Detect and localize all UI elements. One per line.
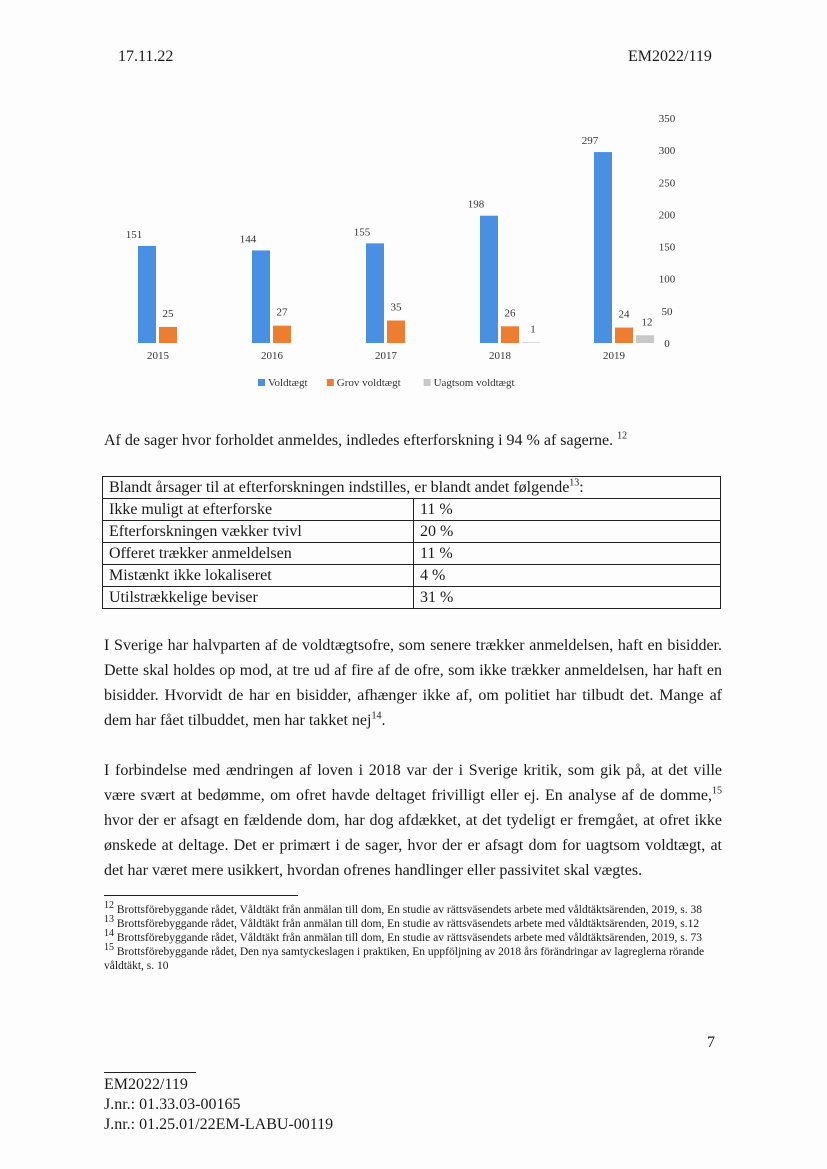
bar-uagtsom-voldtaegt <box>636 335 654 343</box>
percent-cell: 20 % <box>414 521 721 543</box>
y-tick-label: 300 <box>658 145 676 158</box>
bar-uagtsom-voldtaegt <box>522 342 540 343</box>
bar-voldtaegt <box>138 246 156 343</box>
legend-swatch <box>327 379 334 386</box>
y-tick-label: 200 <box>658 209 676 222</box>
data-label: 26 <box>504 307 516 320</box>
reasons-table <box>102 476 721 609</box>
data-label: 198 <box>467 198 485 211</box>
footnote-ref: 13 <box>569 477 580 489</box>
data-label: 25 <box>162 307 174 320</box>
reason-cell: Ikke muligt at efterforske <box>103 499 414 521</box>
data-label: 155 <box>353 226 371 239</box>
data-label: 151 <box>125 228 143 241</box>
percent-cell: 11 % <box>414 499 721 521</box>
footnote-text: Brottsförebyggande rådet, Våldtäkt från anmälan till dom, En studie av rättsväsendets arbete med våldtäktsärenden, 2019, s. 38 <box>114 904 703 916</box>
footnote-text: Brottsförebyggande rådet, Den nya samtyckeslagen i praktiken, En uppföljning av 2018 års förändringar av lagreglerna rörande våldtäkt, s. 10 <box>104 946 705 972</box>
data-label: 1 <box>530 323 536 336</box>
percent-cell: 31 % <box>414 587 721 609</box>
footer-separator <box>104 1072 196 1073</box>
table-header-cell <box>103 477 721 499</box>
reason-cell: Efterforskningen vækker tvivl <box>103 521 414 543</box>
paragraph-bisidder <box>104 633 722 733</box>
legend-label: Voldtægt <box>268 377 308 389</box>
table-row <box>103 499 721 521</box>
bar-grov-voldtaegt <box>273 326 291 343</box>
footnote-text: Brottsförebyggande rådet, Våldtäkt från anmälan till dom, En studie av rättsväsendets arbete med våldtäktsärenden, 2019, s.12 <box>114 918 700 930</box>
data-label: 24 <box>618 308 630 321</box>
data-label: 297 <box>581 135 599 148</box>
table-header-text: Blandt årsager til at efterforskningen indstilles, er blandt andet følgende <box>109 479 570 496</box>
bar-grov-voldtaegt <box>501 326 519 343</box>
footer-refs <box>104 1075 333 1135</box>
data-label: 12 <box>641 316 653 329</box>
header-ref: EM2022/119 <box>628 48 712 65</box>
data-label: 35 <box>390 301 402 314</box>
reason-cell: Mistænkt ikke lokaliseret <box>103 565 414 587</box>
bar-voldtaegt <box>594 152 612 343</box>
footnote-separator <box>104 895 298 896</box>
bar-grov-voldtaegt <box>387 321 405 344</box>
reason-cell: Utilstrækkelige beviser <box>103 587 414 609</box>
table-row <box>103 543 721 565</box>
y-tick-label: 350 <box>658 113 676 125</box>
footnotes <box>104 900 724 973</box>
reason-cell: Offeret trækker anmeldelsen <box>103 543 414 565</box>
footnote-ref: 15 <box>712 785 722 797</box>
x-tick-label: 2019 <box>603 350 625 362</box>
footnote-number: 13 <box>104 914 114 926</box>
y-tick-label: 250 <box>658 177 676 190</box>
footnote-ref: 14 <box>371 710 382 722</box>
table-header-suffix: : <box>579 479 584 496</box>
table-header-row <box>103 477 721 499</box>
paragraph-efterforskning <box>104 428 722 453</box>
bar-chart <box>90 100 710 400</box>
page-number: 7 <box>707 1034 715 1051</box>
paragraph-text: I Sverige har halvparten af de voldtægtsofre, som senere trækker anmeldelsen, haft en bisidder. Dette skal holdes op mod, at tre ud af fire af de ofre, som ikke trækker anmeldelsen, har haft en bisidder. Hvorvidt de har en bisidder, afhænger ikke af, om politiet har tilbudt det. Mange af dem har fået tilbuddet, men har takket nej <box>104 637 722 729</box>
legend-swatch <box>424 379 431 386</box>
x-tick-label: 2017 <box>375 350 397 362</box>
paragraph-text: hvor der er afsagt en fældende dom, har dog afdækket, at det tydeligt er fremgået, at ofret ikke ønskede at deltage. Det er primært i de sager, hvor der er afsagt dom for uagtsom voldtægt, at det har været mere usikkert, hvordan ofrenes handlinger eller passivitet skal vægtes. <box>104 812 722 879</box>
bar-voldtaegt <box>480 216 498 343</box>
x-tick-label: 2016 <box>261 350 283 362</box>
x-tick-label: 2018 <box>489 350 511 362</box>
footnote-number: 12 <box>104 900 114 912</box>
y-tick-label: 0 <box>664 338 670 350</box>
footnote-number: 14 <box>104 928 114 940</box>
paragraph-text: Af de sager hvor forholdet anmeldes, indledes efterforskning i 94 % af sagerne. <box>104 432 618 449</box>
legend-swatch <box>258 379 265 386</box>
footnote <box>104 914 724 931</box>
percent-cell: 4 % <box>414 565 721 587</box>
bar-grov-voldtaegt <box>615 328 633 343</box>
footnote-number: 15 <box>104 942 114 954</box>
data-label: 27 <box>276 306 288 319</box>
footnote <box>104 942 724 973</box>
y-tick-label: 100 <box>658 273 676 286</box>
footnote-ref: 12 <box>617 430 628 442</box>
data-label: 144 <box>239 233 257 246</box>
bar-voldtaegt <box>252 250 270 343</box>
header-date: 17.11.22 <box>118 48 174 65</box>
y-tick-label: 50 <box>661 305 673 318</box>
footer-line: EM2022/119 <box>104 1076 188 1093</box>
footnote <box>104 900 724 917</box>
table-row <box>103 587 721 609</box>
x-tick-label: 2015 <box>147 350 169 362</box>
legend-label: Uagtsom voldtægt <box>433 377 515 389</box>
legend-label: Grov voldtægt <box>336 377 401 389</box>
y-tick-label: 150 <box>658 241 676 254</box>
footer-line: J.nr.: 01.25.01/22EM-LABU-00119 <box>104 1116 334 1133</box>
footnote-text: Brottsförebyggande rådet, Våldtäkt från anmälan till dom, En studie av rättsväsendets arbete med våldtäktsärenden, 2019, s. 73 <box>114 932 703 944</box>
paragraph-text: I forbindelse med ændringen af loven i 2018 var der i Sverige kritik, som gik på, at det ville være svært at bedømme, om ofret havde deltaget frivilligt eller ej. En analyse af de domme, <box>104 762 722 804</box>
paragraph-kritik <box>104 758 722 883</box>
table-row <box>103 565 721 587</box>
footer-line: J.nr.: 01.33.03-00165 <box>104 1096 241 1113</box>
percent-cell: 11 % <box>414 543 721 565</box>
table-row <box>103 521 721 543</box>
footnote <box>104 928 724 945</box>
bar-grov-voldtaegt <box>159 327 177 343</box>
bar-voldtaegt <box>366 243 384 343</box>
paragraph-end: . <box>381 712 386 729</box>
